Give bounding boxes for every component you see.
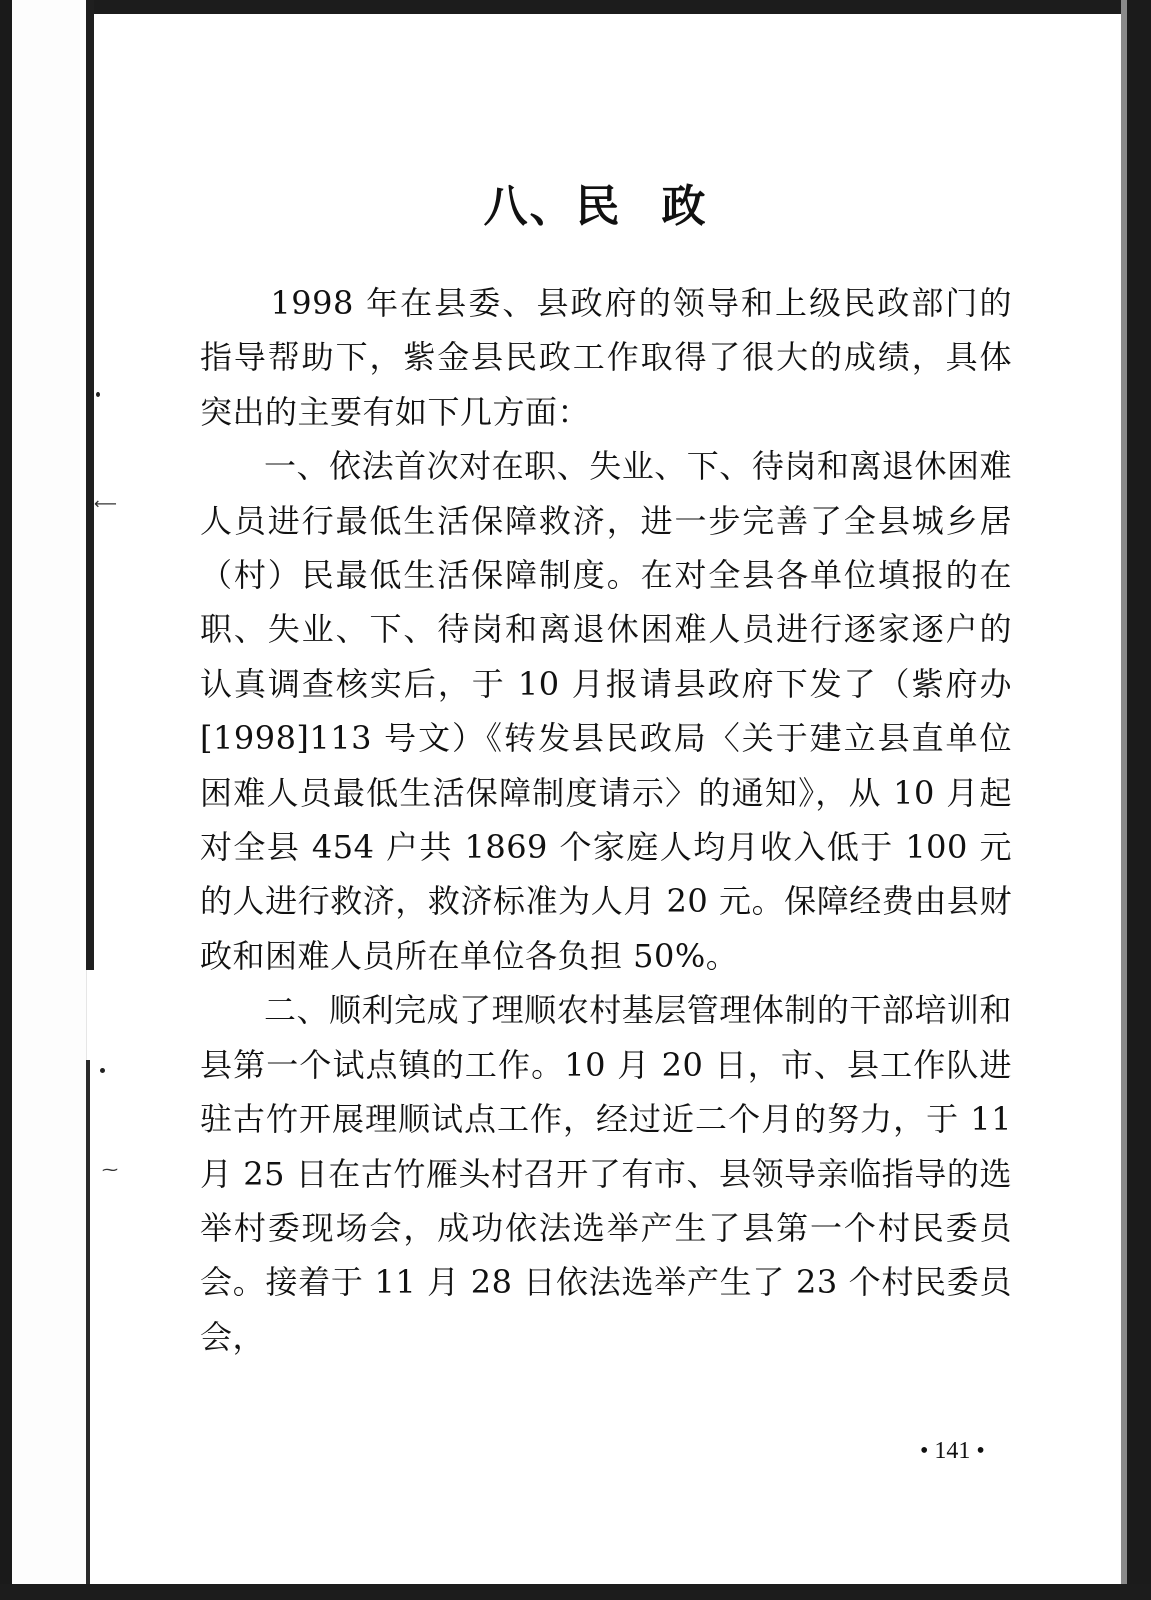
scan-border-left [0,0,12,1600]
scan-border-right [1127,0,1151,1600]
scan-shadow-left [86,0,94,970]
scan-shadow-left-lower [86,1060,90,1600]
scan-border-top [0,0,1151,14]
body-text [200,276,1012,1364]
scan-border-bottom [0,1584,1151,1600]
paragraph-intro: 1998 年在县委、县政府的领导和上级民政部门的指导帮助下，紫金县民政工作取得了很大的成绩，具体突出的主要有如下几方面： [200,284,1012,431]
scan-speck [96,392,100,397]
page-title-part2: 政 [661,181,708,232]
scan-mark: ⁓ [102,1160,118,1179]
scan-speck [100,1068,105,1073]
scan-margin-left [12,0,87,1600]
page-number: • 141 • [920,1438,985,1464]
scan-mark: ⟵ [94,494,117,513]
paragraph-section-1: 一、依法首次对在职、失业、下、待岗和离退休困难人员进行最低生活保障救济，进一步完善了全县城乡居（村）民最低生活保障制度。在对全县各单位填报的在职、失业、下、待岗和离退休困难人员进行逐家逐户的认真调查核实后，于 10 月报请县政府下发了（紫府办[1998]113 号文）《转发县民政局〈关于建立县直单位困难人员最低生活保障制度请示〉的通知》，从 10 月起对全县 454 户共 1869 个家庭人均月收入低于 100 元的人进行救济，救济标准为人月 20 元。保障经费由县财政和困难人员所在单位各负担 50%。 [200,447,1012,975]
paragraph-section-2: 二、顺利完成了理顺农村基层管理体制的干部培训和县第一个试点镇的工作。10 月 20 日，市、县工作队进驻古竹开展理顺试点工作，经过近二个月的努力，于 11 月 25 日在古竹雁头村召开了有市、县领导亲临指导的选举村委现场会，成功依法选举产生了县第一个村民委员会。接着于 11 月 28 日依法选举产生了 23 个村民委员会， [200,991,1012,1356]
page-title [0,170,1151,234]
page-title-part1: 八、民 [483,181,622,232]
